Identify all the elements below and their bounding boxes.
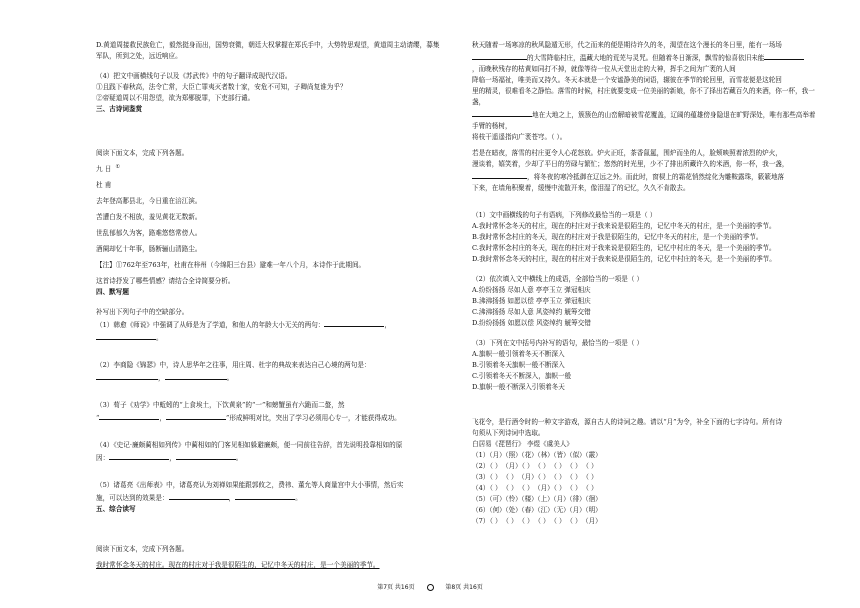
grid-cell: （处） — [502, 506, 522, 514]
grid-row-label: （6） — [472, 506, 490, 514]
option-2a[interactable]: A.纷纷扬扬 尽如人意 亭亭玉立 弹冠相庆 — [472, 286, 591, 294]
passage-line: 将枝干遥遥指向广袤苍穹。（ ）。 — [472, 133, 567, 141]
grid-cell[interactable]: （ ） — [582, 462, 598, 470]
grid-cell[interactable]: （ ） — [502, 473, 518, 481]
option-1c[interactable]: C.我时常怀念村庄的冬天，现在的村庄对于我来说是很陌生的，记忆中村庄的冬天，是一个美丽的季节。 — [472, 244, 776, 252]
grid-cell: （江） — [534, 506, 554, 514]
dictation-4-blanks: 因： ， 。 — [96, 451, 441, 464]
passage-line: 地在大地之上，簇簇色的山峦解暗被雪花覆盖，辽阔的蕴雄傍身隐退在旷野深处，唯有那些高举着手臂的杨树， — [472, 108, 818, 132]
grid-row-label: （2） — [472, 462, 490, 470]
poem-title: 九 日 ① — [96, 163, 120, 173]
passage-line: 下来，在墙角积聚着，缓慢中流散开来，像泪湿了的记忆，久久不肯散去。 — [472, 184, 690, 192]
grid-cell[interactable]: （ ） — [550, 462, 566, 470]
section-4-heading: 四、默写题 — [96, 288, 129, 296]
grid-cell: （林） — [534, 451, 554, 459]
footer-right-page-number: 第8页 共16页 — [445, 584, 483, 591]
grid-cell[interactable]: （ ） — [486, 484, 502, 492]
grid-cell: （徘） — [566, 495, 586, 503]
poem-grid-row — [472, 516, 818, 527]
grid-cell: （楼） — [518, 495, 538, 503]
option-2d[interactable]: D.纷纷扬扬 如愿以偿 风姿绰约 觥筹交错 — [472, 319, 591, 327]
reading-prompt: 阅读下面文本，完成下列各题。 — [96, 149, 189, 157]
poem-grid — [472, 450, 818, 527]
grid-cell[interactable]: （ ） — [566, 473, 582, 481]
poem-question: 这首诗抒发了哪些情感？请结合全诗简要分析。 — [96, 277, 235, 285]
grid-cell[interactable]: （ ） — [518, 462, 534, 470]
grid-cell: （月） — [534, 484, 554, 492]
option-3c[interactable]: C.引领着冬天不断深入，旗帜一般 — [472, 372, 572, 380]
grid-cell[interactable]: （ ） — [582, 473, 598, 481]
grid-cell: （怜） — [502, 495, 522, 503]
dictation-5: （5）诸葛亮《出师表》中，诸葛亮认为刘禅如果能跟郭攸之，费祎、董允等人商量宫中大小事情，然后实 — [96, 481, 404, 489]
poem-line-2: 苦遭白发不相放，羞见黄花无数新。 — [96, 213, 202, 221]
flying-flower-intro: 飞花令，是行酒令时的一种文字游戏，源自古人的诗词之趣。请以“月”为令，补全下面的七字诗句。所有诗 — [472, 418, 783, 426]
dictation-1: （1）韩愈《师说》中强调了从师是为了学道，和他人的年龄大小无关的两句： ，。 — [96, 318, 441, 344]
passage-line: ，将冬夜的寒冷抵御在辽远之外。而此时，窗棂上的霜花悄然绽化为雕鞍露珠，簌簌地落 — [472, 170, 818, 183]
grid-row-label: （1） — [472, 451, 490, 459]
poem-author: 杜 甫 — [96, 181, 112, 189]
grid-row-label: （7） — [472, 517, 490, 525]
grid-cell[interactable]: （ ） — [486, 473, 502, 481]
grid-cell[interactable]: （ ） — [566, 462, 582, 470]
binding-circle-icon — [427, 584, 434, 591]
dictation-prompt: 补写出下列句子中的空缺部分。 — [96, 308, 189, 316]
dictation-4: （4）《史记·廉颇蔺相如列传》中蔺相如的门客见相如躲避廉颇，便一同前往告辞，首先说明投靠相如的原 — [96, 441, 403, 449]
passage-line: ，而晚秋残存的枯黄如同打不掉，就像等待一位从天堂出走的大神，挥手之间为广袤的人间 — [472, 65, 736, 73]
question-4: （4）把文中画横线句子以及《苏武传》中的句子翻译成现代汉语。 — [96, 72, 292, 80]
right-page — [472, 40, 818, 527]
answer-blank[interactable] — [235, 491, 295, 500]
grid-cell[interactable]: （ ） — [518, 484, 534, 492]
grid-cell[interactable]: （ ） — [550, 517, 566, 525]
grid-cell: （月） — [518, 473, 538, 481]
answer-blank[interactable] — [109, 451, 169, 460]
page-footer — [0, 582, 860, 591]
answer-blank[interactable] — [99, 411, 159, 420]
dictation-2-blanks: ， 。 — [96, 371, 441, 384]
answer-blank[interactable] — [96, 371, 158, 380]
option-1a[interactable]: A.我时常怀念冬天的村庄，现在的村庄对于我来说是很陌生的，记忆中冬天的村庄，是一个美丽的季节。 — [472, 222, 776, 230]
poem-grid-row — [472, 483, 818, 494]
poem-line-4: 酒阑却忆十年事，肠断骊山清路尘。 — [96, 245, 202, 253]
passage-line: 里的精灵，很难看冬之静怡。落雪的时候，村庄就要变成一位美丽的新娘，你不了择出若藏百久的来酒，你一杯，我一盏， — [472, 87, 815, 106]
option-2b[interactable]: B.沸沸扬扬 如愿以偿 亭亭玉立 弹冠相庆 — [472, 297, 591, 305]
grid-row-label: （5） — [472, 495, 490, 503]
answer-blank[interactable] — [472, 51, 527, 60]
passage-line: 降临一场福祉，唯美而又持久。冬天本就是一个安谧静美的词语，辗彼在季节的轮回里，而雪花便是这轮回 — [472, 76, 782, 84]
poem-grid-row — [472, 461, 818, 472]
question-3: （3）下列在文中括号内补写的语句，最恰当的一项是（ ） — [472, 339, 644, 347]
question-4b: ②帝疑道周以不用怨望，欲为郑鄤脱罪，下吏部行谴。 — [96, 94, 255, 102]
grid-cell: （春） — [518, 506, 538, 514]
answer-blank[interactable] — [764, 51, 804, 60]
grid-cell[interactable]: （ ） — [486, 517, 502, 525]
dictation-2: （2）李商隐《锦瑟》中，诗人思华年之往事，用庄周、杜宇的典故来表达自己心境的两句是： — [96, 361, 371, 369]
option-3a[interactable]: A.旗帜一般引领着冬天不断深入 — [472, 350, 565, 358]
grid-cell: （花） — [518, 451, 538, 459]
passage-line: 的大雪降临村庄，温藏大地的荒芜与灵咒。但随着冬日渐深，飘雪的惊喜依旧未能 — [472, 51, 818, 64]
poem-line-3: 世乱郁郁久为客，路难悠悠常傍人。 — [96, 229, 202, 237]
answer-blank[interactable] — [166, 411, 226, 420]
grid-cell: （照） — [502, 451, 522, 459]
grid-cell: （无） — [550, 506, 570, 514]
grid-cell[interactable]: （ ） — [566, 517, 582, 525]
flying-flower-sources: 白居易《琵琶行》 李煜《虞美人》 — [472, 440, 574, 448]
poem-grid-row — [472, 472, 818, 483]
dictation-5-blanks: 施，可以达到的效果是： ， 。 — [96, 491, 441, 504]
poem-note-mark: ① — [115, 163, 120, 170]
grid-cell[interactable]: （ ） — [502, 517, 518, 525]
option-3b[interactable]: B.引领着冬天旗帜一般不断深入 — [472, 361, 565, 369]
answer-blank[interactable] — [176, 451, 236, 460]
option-3d[interactable]: D.旗帜一般不断深入引领着冬天 — [472, 383, 565, 391]
question-4a: ①且践下春秋高，法令亡常，大臣亡罪夷灭者数十家，安危不可知，子卿尚复谁为乎？ — [96, 83, 347, 91]
answer-blank[interactable] — [324, 318, 384, 327]
dictation-3: （3）荀子《劝学》中蚯蚓的“上食埃土，下饮黄泉”的“一”和螃蟹虽有六跪而二螯，然 — [96, 401, 345, 409]
grid-cell: （上） — [534, 495, 554, 503]
footer-left-page-number: 第7页 共16页 — [377, 584, 415, 591]
grid-cell[interactable]: （ ） — [502, 484, 518, 492]
grid-cell[interactable]: （ ） — [534, 517, 550, 525]
question-1: （1）文中画横线的句子有语病，下列修改最恰当的一项是（ ） — [472, 211, 657, 219]
section-5-heading: 五、综合读写 — [96, 505, 136, 513]
answer-blank[interactable] — [96, 331, 156, 340]
poem-annotation: 【注】①762年至763年，杜甫在梓州（今绵阳三台县）避难一年八个月，本诗作于此期间。 — [96, 261, 366, 269]
grid-cell: （月） — [486, 451, 506, 459]
grid-cell: （明） — [582, 506, 602, 514]
option-2c[interactable]: C.沸沸扬扬 尽如人意 风姿绰约 觥筹交错 — [472, 308, 591, 316]
dictation-3-blanks: “ ， ”形成鲜明对比，突出了学习必须用心专一，才能获得成功。 — [96, 411, 441, 424]
grid-cell: （皆） — [550, 451, 570, 459]
underlined-sentence: 我时常怀念冬天的村庄。现在的村庄对于我是很陌生的，记忆中冬天的村庄，是一个美丽的季节。 — [96, 561, 380, 569]
grid-cell[interactable]: （ ） — [486, 462, 502, 470]
grid-cell: （月） — [566, 506, 586, 514]
section-3-heading: 三、古诗词鉴赏 — [96, 105, 143, 113]
grid-cell[interactable]: （ ） — [550, 473, 566, 481]
grid-cell: （可） — [486, 495, 506, 503]
poem-line-1: 去年登高郪县北，今日重在涪江滨。 — [96, 197, 202, 205]
grid-row-label: （4） — [472, 484, 490, 492]
passage-line: 秋天随着一场寒凉的秋风隐遁无形，代之而来的便是期待许久的冬，渴望在这个漫长的冬日里，能有一场场 — [472, 41, 782, 49]
left-page — [96, 40, 441, 571]
question-2: （2）依次填入文中横线上的成语，全部恰当的一项是（ ） — [472, 275, 644, 283]
grid-cell: （何） — [486, 506, 506, 514]
grid-cell: （霰） — [582, 451, 602, 459]
grid-cell[interactable]: （ ） — [582, 484, 598, 492]
grid-cell[interactable]: （ ） — [566, 484, 582, 492]
option-1d[interactable]: D.我时常怀念冬天的村庄，现在的村庄对于我来说是很陌生的，记忆中村庄的冬天，是一个美丽的季节。 — [472, 255, 776, 263]
flying-flower-intro-2: 句须从下列诗词中选取。 — [472, 429, 545, 437]
answer-blank[interactable] — [472, 170, 527, 179]
poem-grid-row — [472, 505, 818, 516]
grid-cell: （似） — [566, 451, 586, 459]
grid-cell: （月） — [502, 462, 522, 470]
grid-row-label: （3） — [472, 473, 490, 481]
option-d: D.黄道周接救民族危亡，毅然挺身而出，国势衰微，朝廷大权掌握在郑氏手中，大势特思观望，黄道周主动请缨，募集军队，所到之处，远近响应。 — [96, 41, 440, 60]
passage-line: 漫谈着，嬉笑着，少却了平日的劳碌与繁忙；悠然的时光里，少不了排出所藏许久的米酒，你一杯，我一盏， — [472, 160, 789, 168]
grid-cell[interactable]: （ ） — [550, 484, 566, 492]
grid-cell[interactable]: （ ） — [518, 517, 534, 525]
grid-cell: （徊） — [582, 495, 602, 503]
reading-prompt-2: 阅读下面文本，完成下列各题。 — [96, 545, 189, 553]
answer-blank[interactable] — [165, 371, 227, 380]
poem-grid-row — [472, 494, 818, 505]
grid-cell: （月） — [582, 517, 602, 525]
grid-cell[interactable]: （ ） — [534, 473, 550, 481]
passage-line: 若是在暗夜，落雪的村庄更令人心花怒放。炉火正旺，茶香氤氲，围炉而坐的人，脸颊映照着浓烈的炉火， — [472, 149, 782, 157]
grid-cell: （月） — [550, 495, 570, 503]
answer-blank[interactable] — [472, 108, 532, 117]
option-1b[interactable]: B.我时常怀念村庄的冬天，现在的村庄对于我是很陌生的，记忆中冬天的村庄，是一个美丽的季节。 — [472, 233, 763, 241]
poem-grid-row — [472, 450, 818, 461]
grid-cell[interactable]: （ ） — [534, 462, 550, 470]
answer-blank[interactable] — [169, 491, 229, 500]
